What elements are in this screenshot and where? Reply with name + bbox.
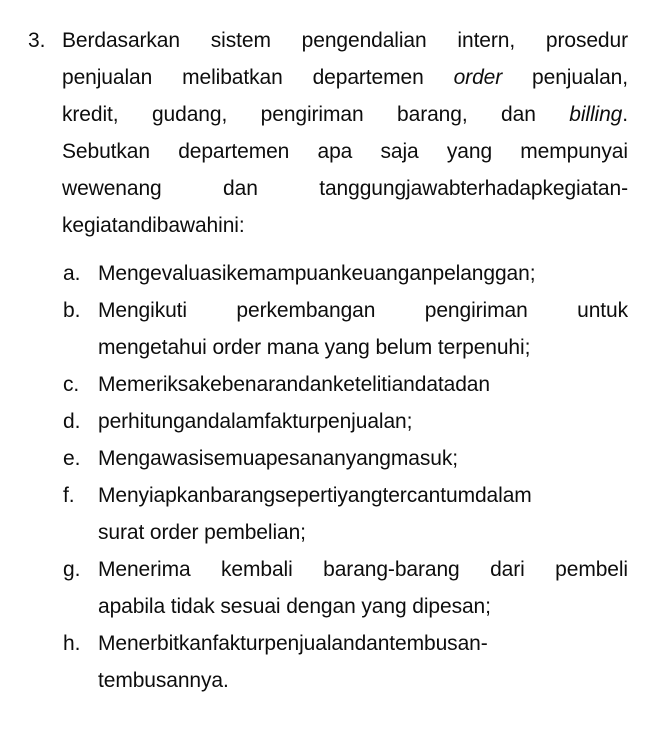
text-word: pengiriman — [424, 299, 528, 322]
text-word: dan — [501, 103, 536, 126]
text-word: barang, — [397, 103, 468, 126]
text-word: kredit, — [62, 103, 119, 126]
list-item-marker: d. — [63, 410, 81, 433]
list-item — [63, 477, 628, 551]
list-item-line: mengetahui order mana yang belum terpenuhi; — [98, 336, 531, 359]
question-line — [62, 96, 628, 133]
text-word: barang-barang — [323, 558, 460, 581]
list-item — [63, 440, 628, 477]
list-item — [63, 292, 628, 366]
text-word: penjualan — [62, 66, 153, 89]
text-word: untuk — [577, 299, 628, 322]
text-word: departemen — [312, 66, 424, 89]
list-item-line: Mengawasisemuapesananyangmasuk; — [98, 447, 458, 470]
text-word: Berdasarkan — [62, 29, 180, 52]
text-word: melibatkan — [182, 66, 283, 89]
text-word: Sebutkan — [62, 140, 150, 163]
list-item-line: Memeriksakebenarandanketelitiandatadan — [98, 373, 490, 396]
text-word: kembali — [221, 558, 293, 581]
sub-item-list — [63, 255, 628, 699]
question-block — [28, 22, 628, 244]
list-item-text — [98, 292, 628, 366]
list-item-marker: a. — [63, 262, 81, 285]
text-word — [454, 59, 503, 96]
text-word: prosedur — [545, 29, 628, 52]
text-word: Menerima — [98, 558, 191, 581]
text-word: pengendalian — [301, 29, 427, 52]
list-item-marker: h. — [63, 632, 81, 655]
text-word: apa — [317, 140, 353, 163]
list-item-line: Menyiapkanbarangsepertiyangtercantumdalam — [98, 484, 532, 507]
question-line — [62, 133, 628, 170]
text-word: pembeli — [555, 558, 628, 581]
emphasized-word: order — [453, 66, 503, 89]
text-word: tanggungjawabterhadapkegiatan- — [319, 177, 628, 200]
text-word: dari — [490, 558, 525, 581]
text-word: perkembangan — [236, 299, 376, 322]
text-word: yang — [446, 140, 493, 163]
text-word: intern, — [457, 29, 516, 52]
list-item-text — [98, 403, 628, 440]
question-text — [62, 22, 628, 244]
text-word: Mengikuti — [98, 299, 187, 322]
text-word: saja — [380, 140, 419, 163]
list-item-text — [98, 366, 628, 403]
text-word: penjualan, — [532, 66, 628, 89]
text-word: wewenang — [62, 177, 162, 200]
text-word: mempunyai — [520, 140, 628, 163]
list-item — [63, 551, 628, 625]
list-item-text — [98, 551, 628, 625]
text-word: dan — [223, 177, 258, 200]
list-item-text — [98, 625, 628, 699]
list-item-line: tembusannya. — [98, 669, 229, 692]
question-line — [62, 22, 628, 59]
text-word: sistem — [210, 29, 271, 52]
list-item-line: perhitungandalamfakturpenjualan; — [98, 410, 413, 433]
list-item-line: Mengevaluasikemampuankeuanganpelanggan; — [98, 262, 536, 285]
list-item-marker: b. — [63, 299, 81, 322]
emphasized-word: billing — [569, 103, 623, 126]
question-line: kegiatandibawahini: — [62, 214, 245, 237]
list-item-marker: e. — [63, 447, 81, 470]
list-item-marker: g. — [63, 558, 81, 581]
text-word: billing. — [569, 103, 628, 126]
list-item-line: apabila tidak sesuai dengan yang dipesan; — [98, 595, 491, 618]
list-item-marker: c. — [63, 373, 80, 396]
list-item-text — [98, 477, 628, 551]
list-item-text — [98, 440, 628, 477]
list-item-line: Menerbitkanfakturpenjualandantembusan- — [98, 632, 488, 655]
text-word: departemen — [178, 140, 290, 163]
question-number-marker: 3. — [28, 29, 46, 52]
list-item — [63, 403, 628, 440]
list-item-line: surat order pembelian; — [98, 521, 306, 544]
list-item-marker: f. — [63, 484, 75, 507]
list-item — [63, 255, 628, 292]
text-word: pengiriman — [260, 103, 364, 126]
list-item — [63, 366, 628, 403]
text-word: gudang, — [151, 103, 228, 126]
question-line — [62, 170, 628, 207]
list-item — [63, 625, 628, 699]
list-item-line — [98, 292, 628, 329]
list-item-text — [98, 255, 628, 292]
list-item-line — [98, 551, 628, 588]
question-line — [62, 59, 628, 96]
